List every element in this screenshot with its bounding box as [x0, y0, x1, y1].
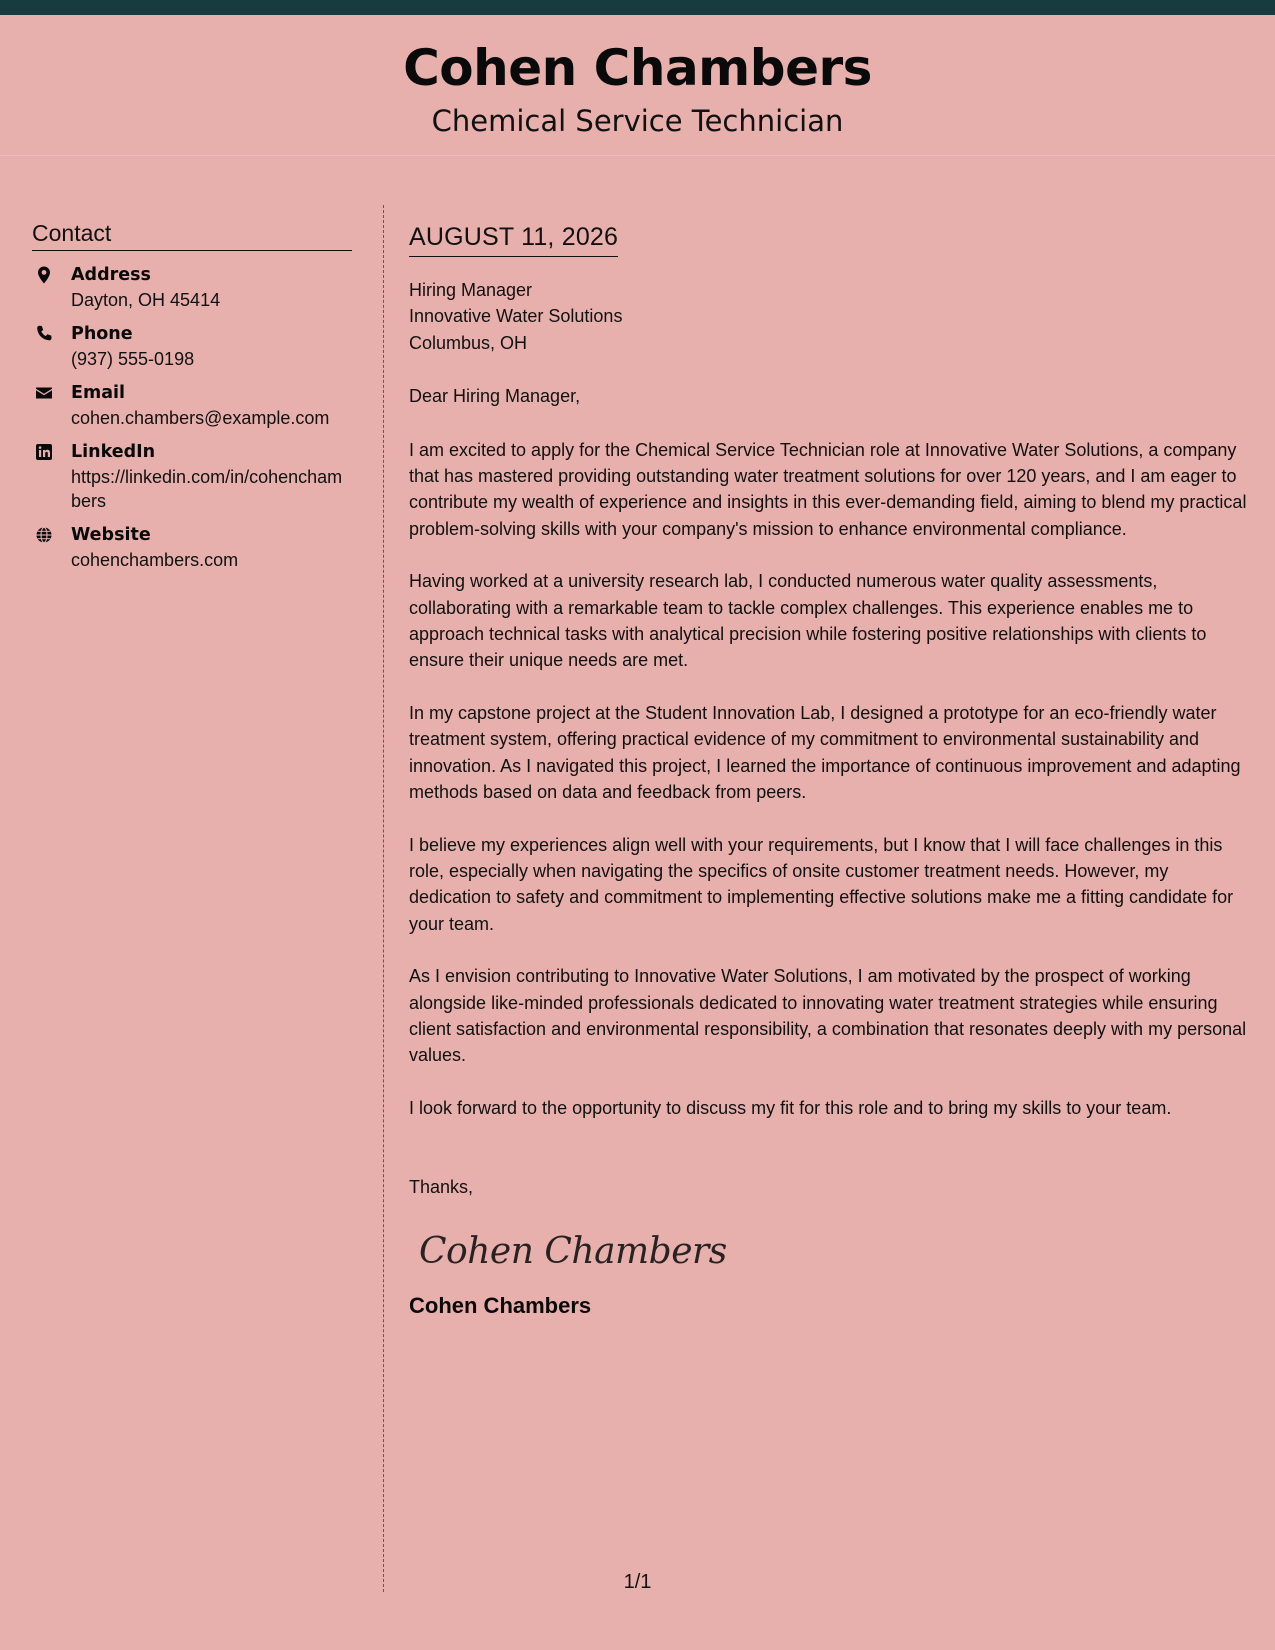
letter-paragraph: In my capstone project at the Student Innovation Lab, I designed a prototype for an eco-friendly water treatment system, offering practical evidence of my commitment to environmental sustainability and innovation. As I navigated this project, I learned the importance of continuous improvement and adapting methods based on data and feedback from peers.: [409, 702, 1241, 803]
contact-item-website: [32, 523, 352, 572]
letter-date: AUGUST 11, 2026: [409, 222, 618, 257]
closing: Thanks,: [409, 1177, 474, 1198]
globe-icon: [34, 525, 54, 545]
resume-header: [0, 15, 1275, 156]
location-pin-icon: [34, 265, 54, 285]
top-accent-bar: [0, 0, 1275, 15]
recipient-block: [409, 277, 1249, 356]
contact-item-email: [32, 381, 352, 430]
applicant-name: Cohen Chambers: [403, 39, 872, 97]
contact-value: cohen.chambers@example.com: [71, 408, 330, 429]
job-title: Chemical Service Technician: [431, 104, 844, 138]
letter-paragraph: I look forward to the opportunity to discuss my fit for this role and to bring my skills to your team.: [409, 1097, 1172, 1118]
phone-icon: [34, 324, 54, 344]
contact-label: Phone: [71, 324, 133, 345]
salutation: Dear Hiring Manager,: [409, 386, 581, 407]
letter-paragraph: Having worked at a university research lab, I conducted numerous water quality assessments, collaborating with a remarkable team to tackle complex challenges. This experience enables me to approach technical tasks with analytical precision while fostering positive relationships with clients to ensure their unique needs are met.: [409, 571, 1207, 671]
contact-value: (937) 555-0198: [71, 349, 195, 370]
contact-label: LinkedIn: [71, 442, 156, 463]
contact-sidebar: [32, 220, 352, 582]
column-divider: [383, 205, 384, 1592]
cover-letter-body: [409, 222, 1249, 1319]
signed-name: Cohen Chambers: [409, 1292, 592, 1318]
contact-heading: Contact: [32, 220, 352, 251]
recipient-line: Innovative Water Solutions: [409, 306, 623, 327]
contact-label: Address: [71, 265, 151, 286]
contact-item-linkedin: [32, 440, 352, 513]
contact-item-phone: [32, 322, 352, 371]
contact-label: Website: [71, 525, 151, 546]
contact-value: cohenchambers.com: [71, 550, 239, 571]
letter-paragraph: I am excited to apply for the Chemical Service Technician role at Innovative Water Solutions, a company that has mastered providing outstanding water treatment solutions for over 120 years, and I am eager to contribute my wealth of experience and insights in this ever-demanding field, aiming to blend my practical problem-solving skills with your company's mission to enhance environmental compliance.: [409, 439, 1247, 539]
contact-item-address: [32, 263, 352, 312]
signature-text: Cohen Chambers: [419, 1230, 727, 1272]
page-number: 1/1: [623, 1571, 652, 1593]
envelope-icon: [34, 383, 54, 403]
recipient-line: Hiring Manager: [409, 280, 533, 300]
handwritten-signature: [419, 1221, 1249, 1281]
recipient-line: Columbus, OH: [409, 332, 528, 353]
letter-paragraph: I believe my experiences align well with your requirements, but I know that I will face challenges in this role, especially when navigating the specifics of onsite customer treatment needs. However, my dedication to safety and commitment to implementing effective solutions make me a fitting candidate for your team.: [409, 834, 1234, 934]
contact-value: https://linkedin.com/in/cohenchambers: [71, 467, 343, 512]
contact-value: Dayton, OH 45414: [71, 290, 221, 311]
contact-label: Email: [71, 383, 125, 404]
letter-paragraph: As I envision contributing to Innovative Water Solutions, I am motivated by the prospect of working alongside like-minded professionals dedicated to innovating water treatment strategies while ensuring client satisfaction and environmental responsibility, a combination that resonates deeply with my personal values.: [409, 966, 1247, 1066]
linkedin-icon: [34, 442, 54, 462]
